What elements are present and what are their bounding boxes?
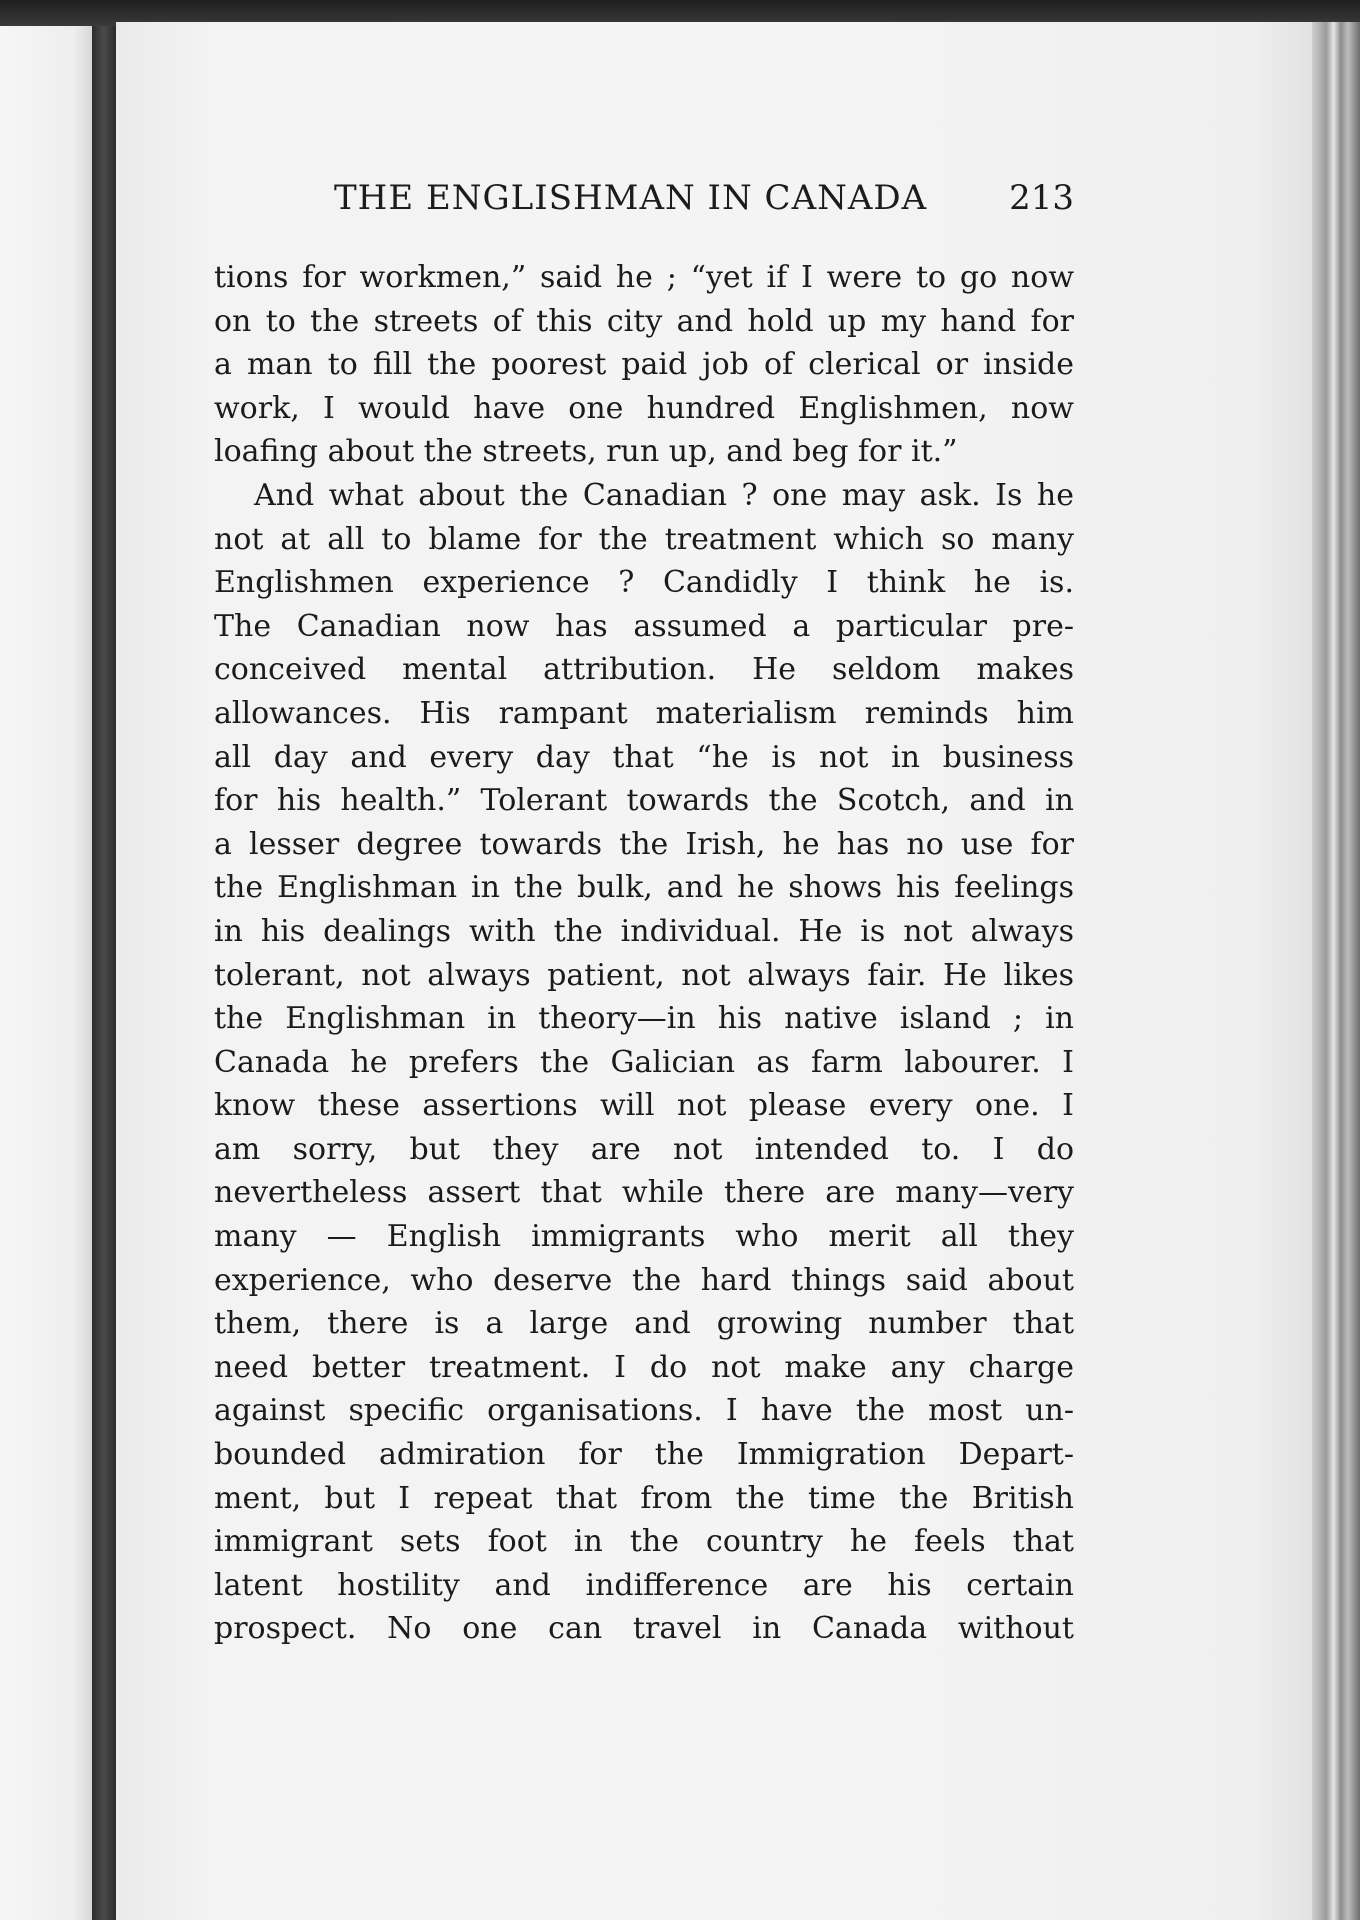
text-line: know these assertions will not please every one. I [214, 1088, 1074, 1124]
text-line: against specific organisations. I have the most un- [214, 1393, 1074, 1429]
text-line: Canada he prefers the Galician as farm labourer. I [214, 1044, 1074, 1080]
text-line: loafing about the streets, run up, and beg for it.” [214, 434, 958, 470]
text-line: immigrant sets foot in the country he feels that [214, 1524, 1074, 1560]
text-line: latent hostility and indifference are his certain [214, 1567, 1074, 1603]
text-line: many — English immigrants who merit all they [214, 1219, 1074, 1255]
text-line: for his health.” Tolerant towards the Scotch, and in [214, 783, 1074, 819]
text-line: conceived mental attribution. He seldom makes [214, 652, 1074, 688]
facing-page-margin [0, 26, 92, 1920]
text-line: work, I would have one hundred Englishmen, now [214, 390, 1074, 426]
text-line: a lesser degree towards the Irish, he has no use for [214, 826, 1074, 862]
text-line: on to the streets of this city and hold up my hand for [214, 303, 1074, 339]
page-number: 213 [1009, 178, 1074, 218]
text-line: bounded admiration for the Immigration Depart- [214, 1437, 1074, 1473]
text-line: am sorry, but they are not intended to. I do [214, 1131, 1074, 1167]
text-line: in his dealings with the individual. He is not always [214, 913, 1074, 949]
text-line: all day and every day that “he is not in business [214, 739, 1074, 775]
running-head-title: THE ENGLISHMAN IN CANADA [334, 178, 928, 218]
text-line: nevertheless assert that while there are many—very [214, 1175, 1074, 1211]
text-line: prospect. No one can travel in Canada without [214, 1611, 1074, 1647]
text-line: not at all to blame for the treatment which so many [214, 521, 1074, 557]
text-line: And what about the Canadian ? one may ask. Is he [254, 477, 1074, 513]
text-line: the Englishman in the bulk, and he shows his feelings [214, 870, 1074, 906]
text-line: tolerant, not always patient, not always fair. He likes [214, 957, 1074, 993]
page-fore-edge [1312, 22, 1360, 1920]
text-line: tions for workmen,” said he ; “yet if I were to go now [214, 260, 1074, 295]
text-line: The Canadian now has assumed a particular pre- [214, 608, 1074, 644]
binding-spine-shadow [92, 26, 116, 1920]
text-line: allowances. His rampant materialism reminds him [214, 695, 1074, 731]
text-line: Englishmen experience ? Candidly I think he is. [214, 565, 1074, 601]
text-line: the Englishman in theory—in his native island ; in [214, 1001, 1074, 1037]
text-line: a man to fill the poorest paid job of clerical or inside [214, 347, 1074, 383]
text-line: them, there is a large and growing number that [214, 1306, 1074, 1342]
text-line: experience, who deserve the hard things said about [214, 1262, 1074, 1298]
text-line: ment, but I repeat that from the time the British [214, 1480, 1074, 1516]
body-text [214, 256, 1074, 1651]
text-line: need better treatment. I do not make any charge [214, 1349, 1074, 1385]
running-head [214, 178, 1074, 228]
